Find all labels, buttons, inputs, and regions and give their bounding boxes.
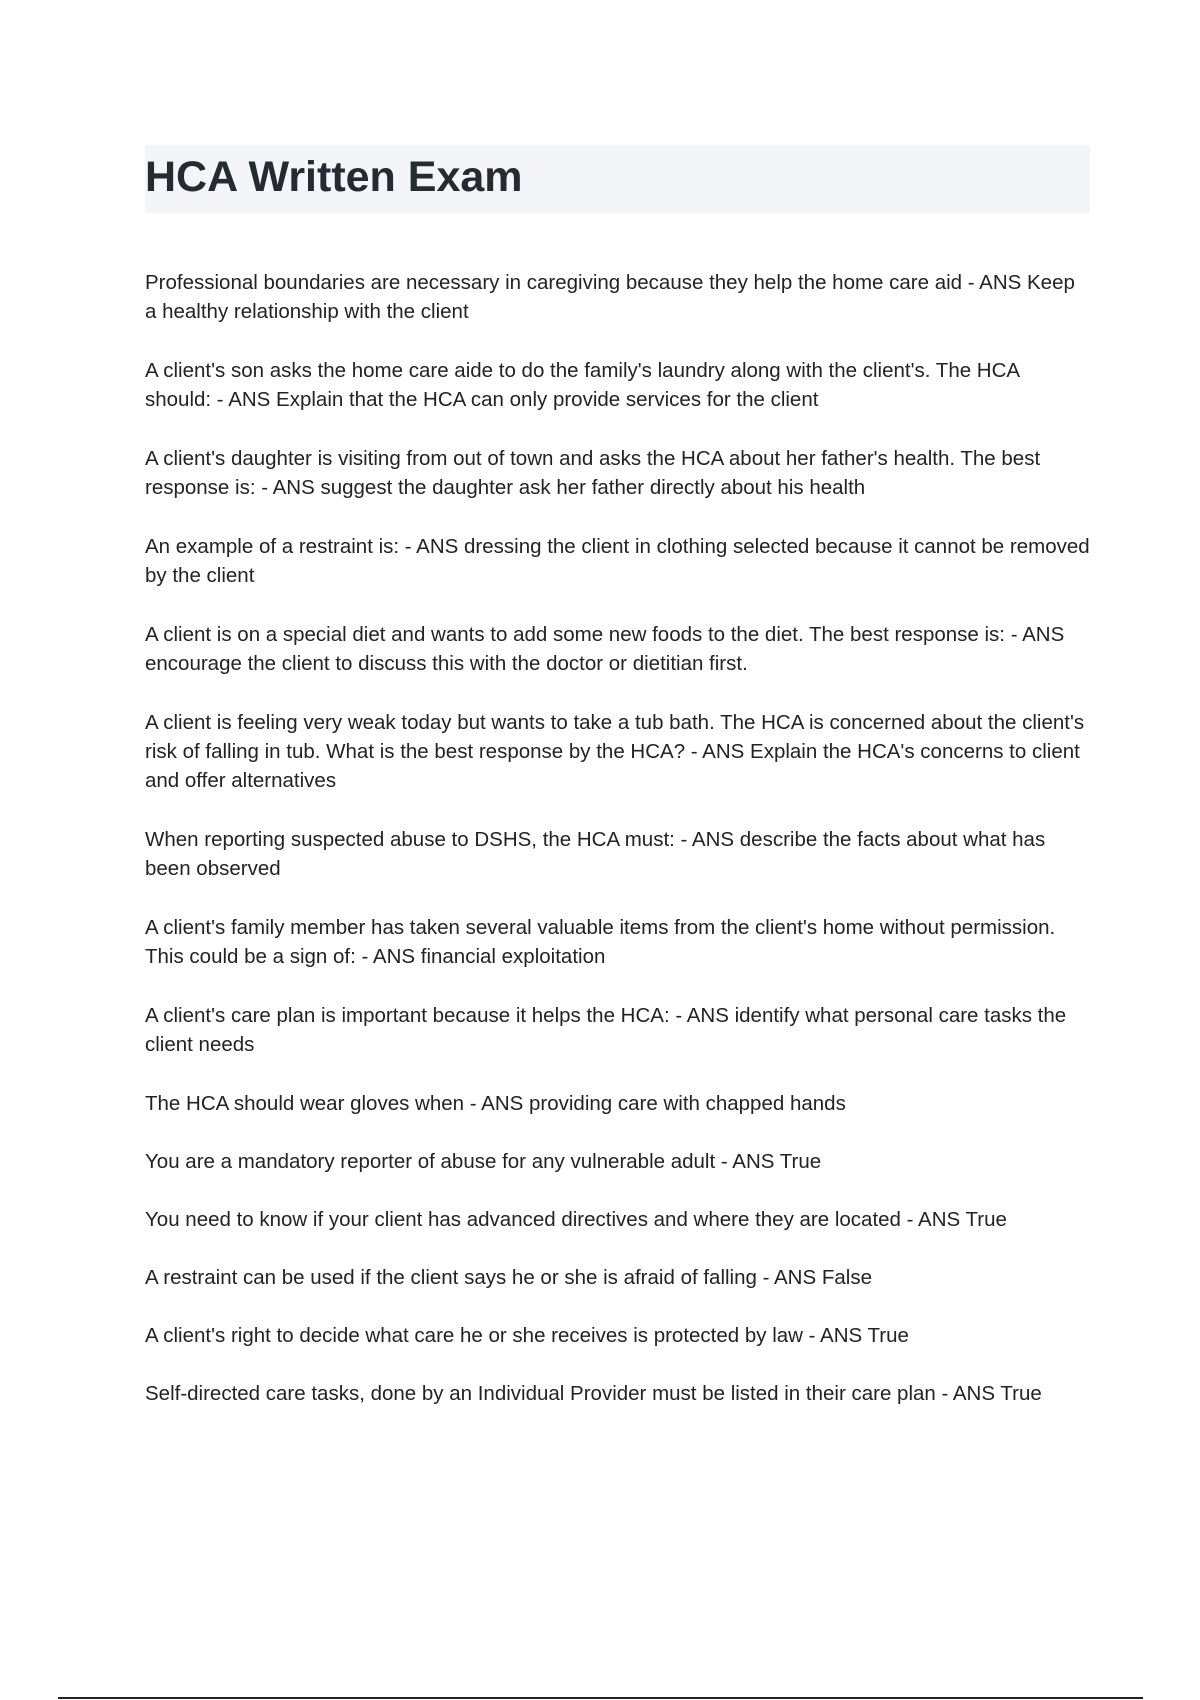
title-banner: [145, 145, 1090, 213]
footer-divider: [58, 1697, 1143, 1699]
qa-item: Self-directed care tasks, done by an Individual Provider must be listed in their care plan - ANS True: [145, 1382, 1042, 1405]
qa-item: Professional boundaries are necessary in caregiving because they help the home care aid - ANS Keep a healthy relationship with the client: [145, 271, 1075, 323]
qa-item: A client's care plan is important because it helps the HCA: - ANS identify what personal care tasks the client needs: [145, 1004, 1067, 1056]
qa-item: A restraint can be used if the client says he or she is afraid of falling - ANS False: [145, 1266, 872, 1289]
qa-item: You are a mandatory reporter of abuse for any vulnerable adult - ANS True: [145, 1150, 822, 1173]
qa-item: A client is on a special diet and wants to add some new foods to the diet. The best response is: - ANS encourage the client to discuss this with the doctor or dietitian first.: [145, 623, 1065, 675]
page-title: HCA Written Exam: [145, 153, 523, 201]
qa-item: When reporting suspected abuse to DSHS, the HCA must: - ANS describe the facts about what has been observed: [145, 828, 1046, 880]
qa-item: A client's family member has taken several valuable items from the client's home without permission. This could be a sign of: - ANS financial exploitation: [145, 916, 1056, 968]
qa-item: A client's daughter is visiting from out of town and asks the HCA about her father's health. The best response is: - ANS suggest the daughter ask her father directly about his health: [145, 447, 1041, 499]
qa-item: You need to know if your client has advanced directives and where they are located - ANS True: [145, 1208, 1007, 1231]
qa-item: The HCA should wear gloves when - ANS providing care with chapped hands: [145, 1092, 846, 1115]
qa-item: A client is feeling very weak today but wants to take a tub bath. The HCA is concerned about the client's risk of falling in tub. What is the best response by the HCA? - ANS Explain the HCA's concerns to client and offer alternatives: [145, 711, 1085, 792]
question-answer-list: [145, 268, 1090, 1467]
qa-item: A client's son asks the home care aide to do the family's laundry along with the client's. The HCA should: - ANS Explain that the HCA can only provide services for the client: [145, 359, 1019, 411]
qa-item: A client's right to decide what care he or she receives is protected by law - ANS True: [145, 1324, 909, 1347]
qa-item: An example of a restraint is: - ANS dressing the client in clothing selected because it cannot be removed by the client: [145, 535, 1090, 587]
